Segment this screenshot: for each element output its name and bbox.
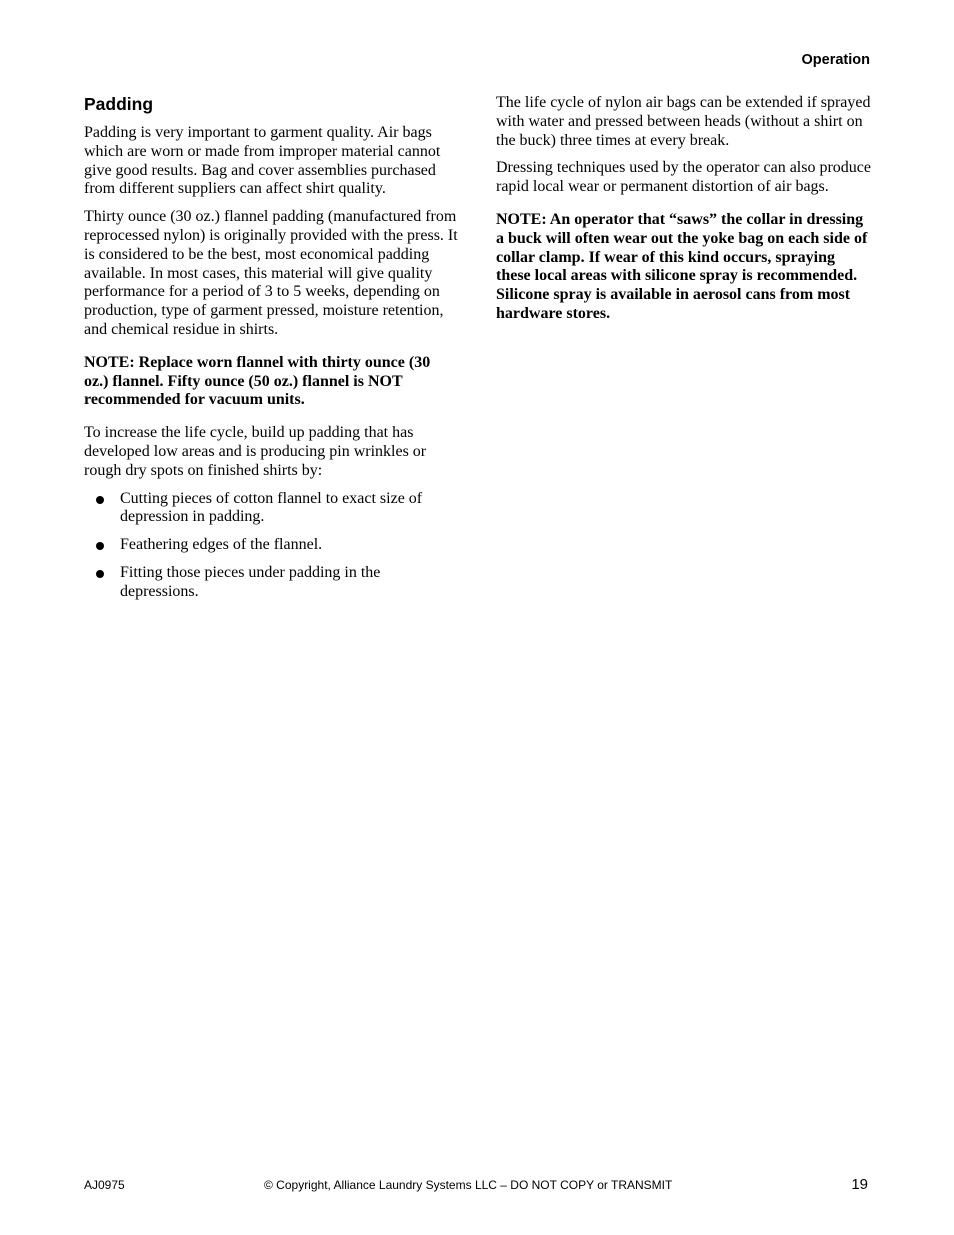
left-column: [84, 94, 458, 611]
paragraph-padding-importance: Padding is very important to garment quality. Air bags which are worn or made from improper material cannot give good results. Bag and cover assemblies purchased from different suppliers can affect shirt quality.: [84, 124, 441, 198]
bullet-icon: [96, 542, 104, 550]
padding-steps-list: [84, 490, 458, 602]
note-operator-collar: NOTE: An operator that “saws” the collar in dressing a buck will often wear out the yoke bag on each side of collar clamp. If wear of this kind occurs, spraying these local areas with silicone spray is recommended. Silicone spray is available in aerosol cans from most hardware stores.: [496, 210, 868, 322]
paragraph-dressing-techniques: Dressing techniques used by the operator can also produce rapid local wear or permanent distortion of air bags.: [496, 159, 871, 196]
section-title: Operation: [801, 52, 870, 68]
list-item-text: Cutting pieces of cotton flannel to exact size of depression in padding.: [120, 489, 423, 526]
list-item: [84, 490, 458, 528]
paragraph-increase-life-cycle: To increase the life cycle, build up padding that has developed low areas and is producing pin wrinkles or rough dry spots on finished shirts by:: [84, 424, 427, 479]
right-column: [496, 94, 872, 338]
list-item-text: Feathering edges of the flannel.: [120, 536, 323, 554]
bullet-icon: [96, 570, 104, 578]
list-item: [84, 536, 458, 555]
copyright-notice: © Copyright, Alliance Laundry Systems LLC – DO NOT COPY or TRANSMIT: [264, 1178, 673, 1192]
padding-heading: Padding: [84, 94, 154, 114]
paragraph-flannel-padding: Thirty ounce (30 oz.) flannel padding (manufactured from reprocessed nylon) is originally provided with the press. It is considered to be the best, most economical padding available. In most cases, this material will give quality performance for a period of 3 to 5 weeks, depending on production, type of garment pressed, moisture retention, and chemical residue in shirts.: [84, 208, 458, 338]
paragraph-nylon-air-bags: The life cycle of nylon air bags can be extended if sprayed with water and pressed between heads (without a shirt on the buck) three times at every break.: [496, 94, 871, 149]
page-footer: [84, 1177, 870, 1195]
bullet-icon: [96, 496, 104, 504]
note-replace-flannel: NOTE: Replace worn flannel with thirty ounce (30 oz.) flannel. Fifty ounce (50 oz.) flannel is NOT recommended for vacuum units.: [84, 353, 431, 409]
list-item-text: Fitting those pieces under padding in the depressions.: [120, 563, 381, 600]
document-code: AJ0975: [84, 1178, 125, 1192]
page-number: 19: [851, 1176, 868, 1193]
list-item: [84, 564, 458, 602]
